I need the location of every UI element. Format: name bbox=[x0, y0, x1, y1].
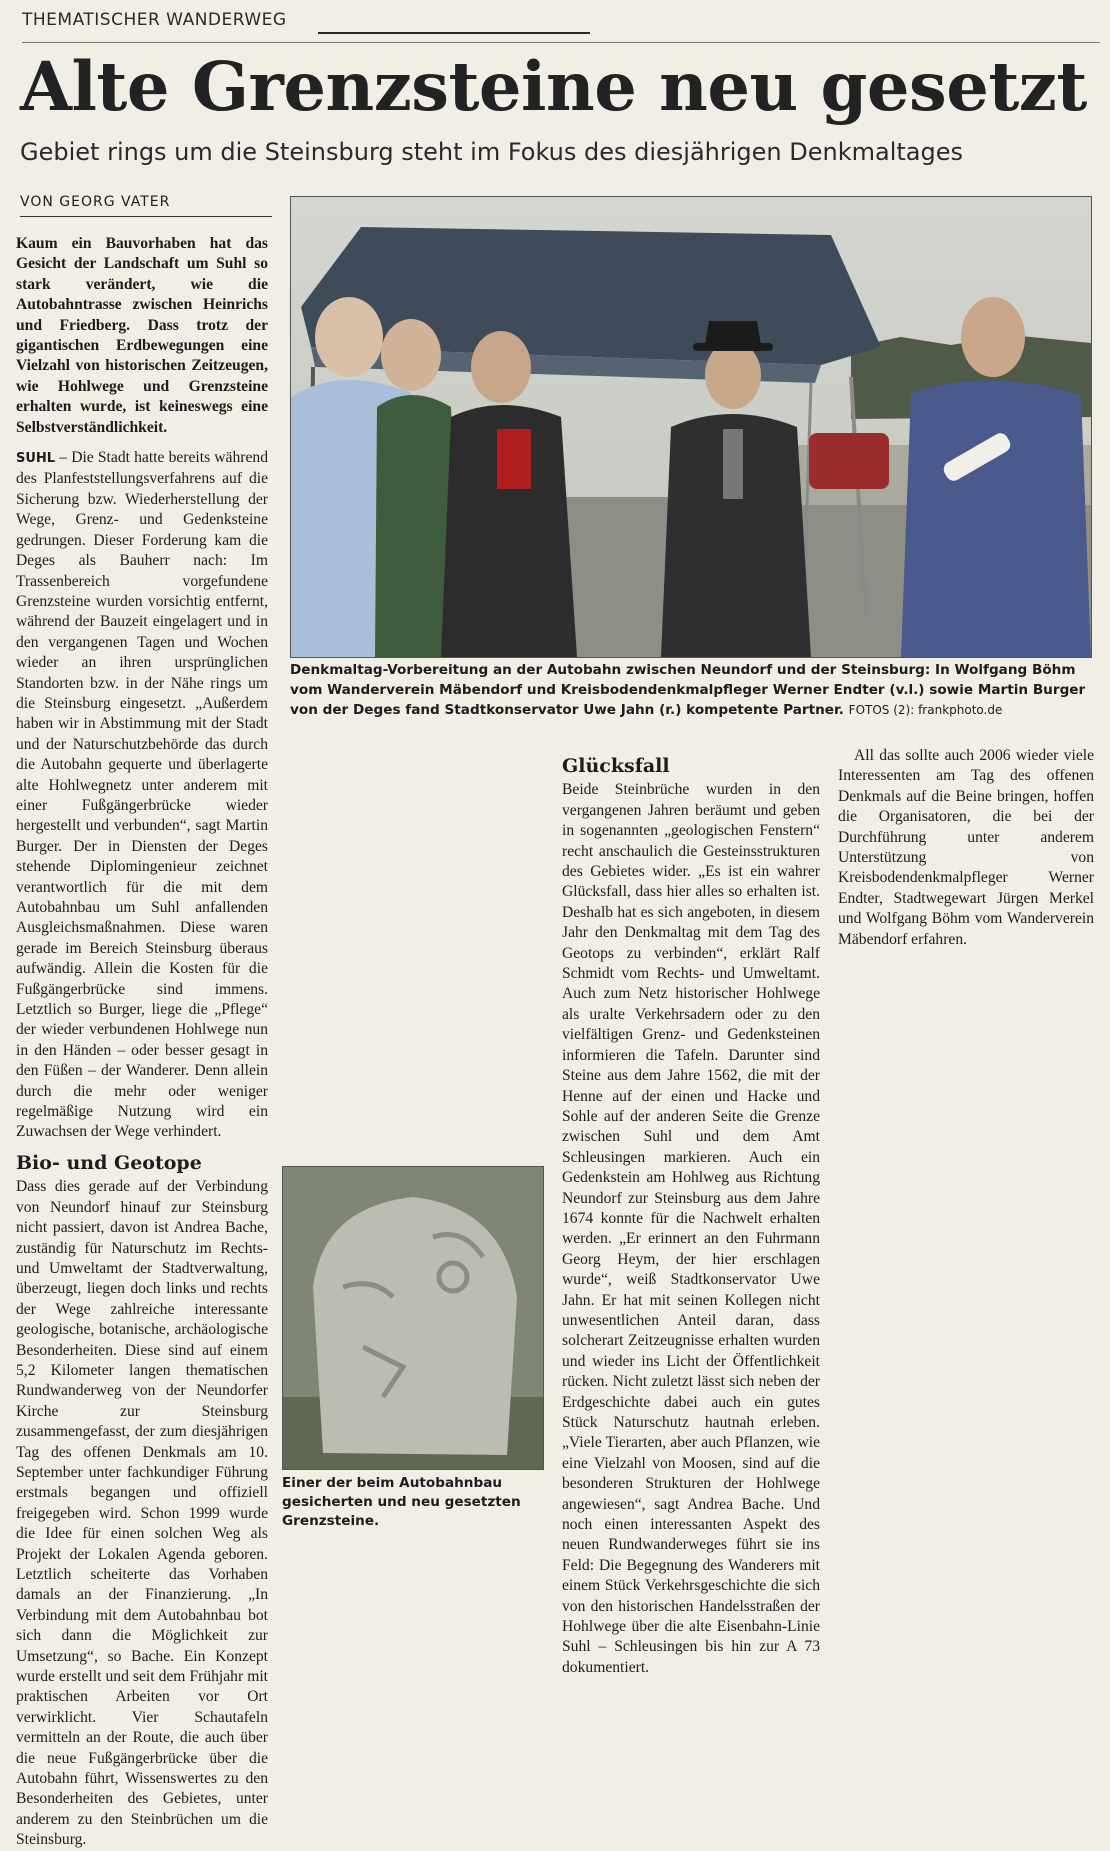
boundary-stone-illustration bbox=[283, 1167, 543, 1469]
column-3 bbox=[562, 746, 820, 1678]
body-text-1: – Die Stadt hatte bereits während des Planfeststellungsverfahrens auf die Sicherung bzw. Wiederherstellung der Wege, Grenz- und Gedenksteine gedrungen. Dieser Forderung kam die Deges als Bauherr nach: Im Trassenbereich vorgefundene Grenzsteine wurden vorsichtig entfernt, während der Bauzeit eingelagert und in den vergangenen Tagen und Wochen wieder an ihren ursprünglichen Standorten bzw. in der Nähe rings um die Steinsburg eingesetzt. „Außerdem haben wir in Abstimmung mit der Stadt und der Naturschutzbehörde das durch die Autobahn gequerte und überlagerte alte Hohlwegnetz unter anderem mit einer Fußgängerbrücke wieder hergestellt und verbunden“, sagt Martin Burger. Der in Diensten der Deges stehende Diplomingenieur zeichnet verantwortlich für die mit dem Autobahnbau um Suhl anfallenden Ausgleichsmaßnahmen. Diese waren gerade im Bereich Steinsburg überaus aufwändig. Allein die Kosten für die Fußgängerbrücke sind immens. Letztlich so Burger, liege die „Pflege“ der wieder verbundenen Hohlwege nun in den Händen – oder besser gesagt in den Füßen – der Wanderer. Denn allein durch die mehr oder weniger regelmäßige Nutzung wird ein Zuwachsen der Wege verhindert. bbox=[16, 449, 268, 1141]
crosshead-bio-geotope: Bio- und Geotope bbox=[16, 1151, 202, 1174]
body-paragraph-2: Dass dies gerade auf der Verbindung von Neundorf hinauf zur Steinsburg nicht passiert, davon ist Andrea Bache, zuständig für Naturschutz im Rechts- und Umweltamt der Stadtverwaltung, überzeugt, liegen doch links und rechts der Wege zahlreiche interessante geologische, botanische, archäologische Besonderheiten. Diese sind auf einem 5,2 Kilometer langen thematischen Rundwanderweg von der Neundorfer Kirche zur Steinsburg zusammengefasst, der zum diesjährigen Tag des offenen Denkmals am 10. September unter fachkundiger Führung erstmals begangen und offiziell freigegeben wird. Schon 1999 wurde die Idee für einen solchen Weg als Projekt der Lokalen Agenda geboren. Letztlich scheiterte das Vorhaben damals an der Finanzierung. „In Verbindung mit dem Autobahnbau bot sich dann die Möglichkeit zur Umsetzung“, so Bache. Ein Konzept wurde erstellt und seit dem Frühjahr mit praktischen Arbeiten vor Ort verwirklicht. Vier Schautafeln vermitteln an der Route, die auch über die neue Fußgängerbrücke über die Autobahn führt, Wissenswertes zu den Besonderheiten des Gebietes, unter anderem zu den Steinbrüchen um die Steinsburg. bbox=[16, 1178, 268, 1849]
body-paragraph-4: All das sollte auch 2006 wieder viele Interessenten am Tag des offenen Denkmals auf die Beine bringen, hoffen die Organisatoren, die bei der Durchführung unter anderem Unterstützung von Kreisbodendenkmalpfleger Werner Endter, Stadtwegewart Jürgen Merkel und Wolfgang Böhm vom Wanderverein Mäbendorf erfahren. bbox=[838, 747, 1094, 948]
main-photo-caption bbox=[290, 660, 1090, 720]
body-paragraph-3: Beide Steinbrüche wurden in den vergangenen Jahren beräumt und geben in sogenannten „geologischen Fenstern“ recht anschaulich die Gesteinsstrukturen des Gebietes wider. „Es ist ein wahrer Glücksfall, dass hier alles so erhalten ist. Deshalb hat es sich angeboten, in diesem Jahr den Denkmaltag mit dem Tag des Geotops zu verbinden“, erklärt Ralf Schmidt vom Rechts- und Umweltamt. Auch zum Netz historischer Hohlwege als uralte Verkehrsadern oder zu den vielfältigen Grenz- und Gedenksteinen informieren die Tafeln. Darunter sind Steine aus dem Jahre 1562, die mit der Henne auf der einen und Hacke und Sohle auf der anderen Seite die Grenze zwischen Suhl und dem Amt Schleusingen markieren. Auch ein Gedenkstein am Hohlweg aus Richtung Neundorf zur Steinsburg aus dem Jahre 1674 konnte für die Nachwelt erhalten werden. „Er erinnert an den Fuhrmann Georg Heym, der hier erschlagen wurde“, weiß Stadtkonservator Uwe Jahn. Er hat mit seinen Kollegen nicht unwesentlichen Anteil daran, dass solcherart Zeitzeugnisse erhalten wurden und wieder ins Licht der Öffentlichkeit rücken. Nicht zuletzt lässt sich neben der Erdgeschichte dabei auch ein gutes Stück Naturschutz hautnah erleben. „Viele Tierarten, aber auch Pflanzen, wie eine Vielzahl von Moosen, sind auf die besonderen Strukturen der Hohlwege angewiesen“, sagt Andrea Bache. Und noch einen interessanten Aspekt des neuen Rundwanderweges führt sie ins Feld: Die Begegnung des Wanderers mit einem Stück Verkehrsgeschichte die sich von den historischen Handelsstraßen der Hohlwege über die alte Eisenbahn-Linie Suhl – Schleusingen bis hin zur A 73 dokumentiert. bbox=[562, 781, 820, 1676]
byline: VON GEORG VATER bbox=[20, 194, 171, 210]
caption-text: Denkmaltag-Vorbereitung an der Autobahn zwischen Neundorf und der Steinsburg: In Wolfgang Böhm vom Wanderverein Mäbendorf und Kreisbodendenkmalpfleger Werner Endter (v.l.) sowie Martin Burger von der Deges fand Stadtkonservator Uwe Jahn (r.) kompetente Partner. bbox=[290, 662, 1086, 718]
dateline: SUHL bbox=[16, 451, 56, 467]
subheadline: Gebiet rings um die Steinsburg steht im Fokus des diesjährigen Denkmaltages bbox=[20, 138, 963, 166]
kicker-rule bbox=[318, 32, 590, 34]
lead-paragraph: Kaum ein Bauvorhaben hat das Gesicht der Landschaft um Suhl so stark verändert, wie die Autobahntrasse zwischen Heinrichs und Friedberg. Dass trotz der gigantischen Erdbewegungen eine Vielzahl von historischen Zeitzeugen, wie Hohlwege und Grenzsteine erhalten wurde, ist keineswegs eine Selbstverständlichkeit. bbox=[16, 235, 268, 436]
group-photo-illustration bbox=[291, 197, 1091, 657]
column-4 bbox=[838, 746, 1094, 950]
byline-rule bbox=[20, 216, 272, 217]
main-photo bbox=[290, 196, 1092, 658]
headline: Alte Grenzsteine neu gesetzt bbox=[20, 47, 1087, 126]
column-1 bbox=[16, 234, 268, 1851]
stone-photo-caption: Einer der beim Autobahnbau gesicherten und neu gesetzten Grenzsteine. bbox=[282, 1475, 521, 1529]
photo-credit: FOTOS (2): frankphoto.de bbox=[848, 703, 1003, 717]
top-divider bbox=[22, 42, 1100, 43]
body-paragraph-1 bbox=[16, 448, 268, 1143]
boundary-stone-photo bbox=[282, 1166, 544, 1470]
crosshead-gluecksfall: Glücksfall bbox=[562, 755, 670, 777]
section-kicker: THEMATISCHER WANDERWEG bbox=[22, 10, 287, 30]
